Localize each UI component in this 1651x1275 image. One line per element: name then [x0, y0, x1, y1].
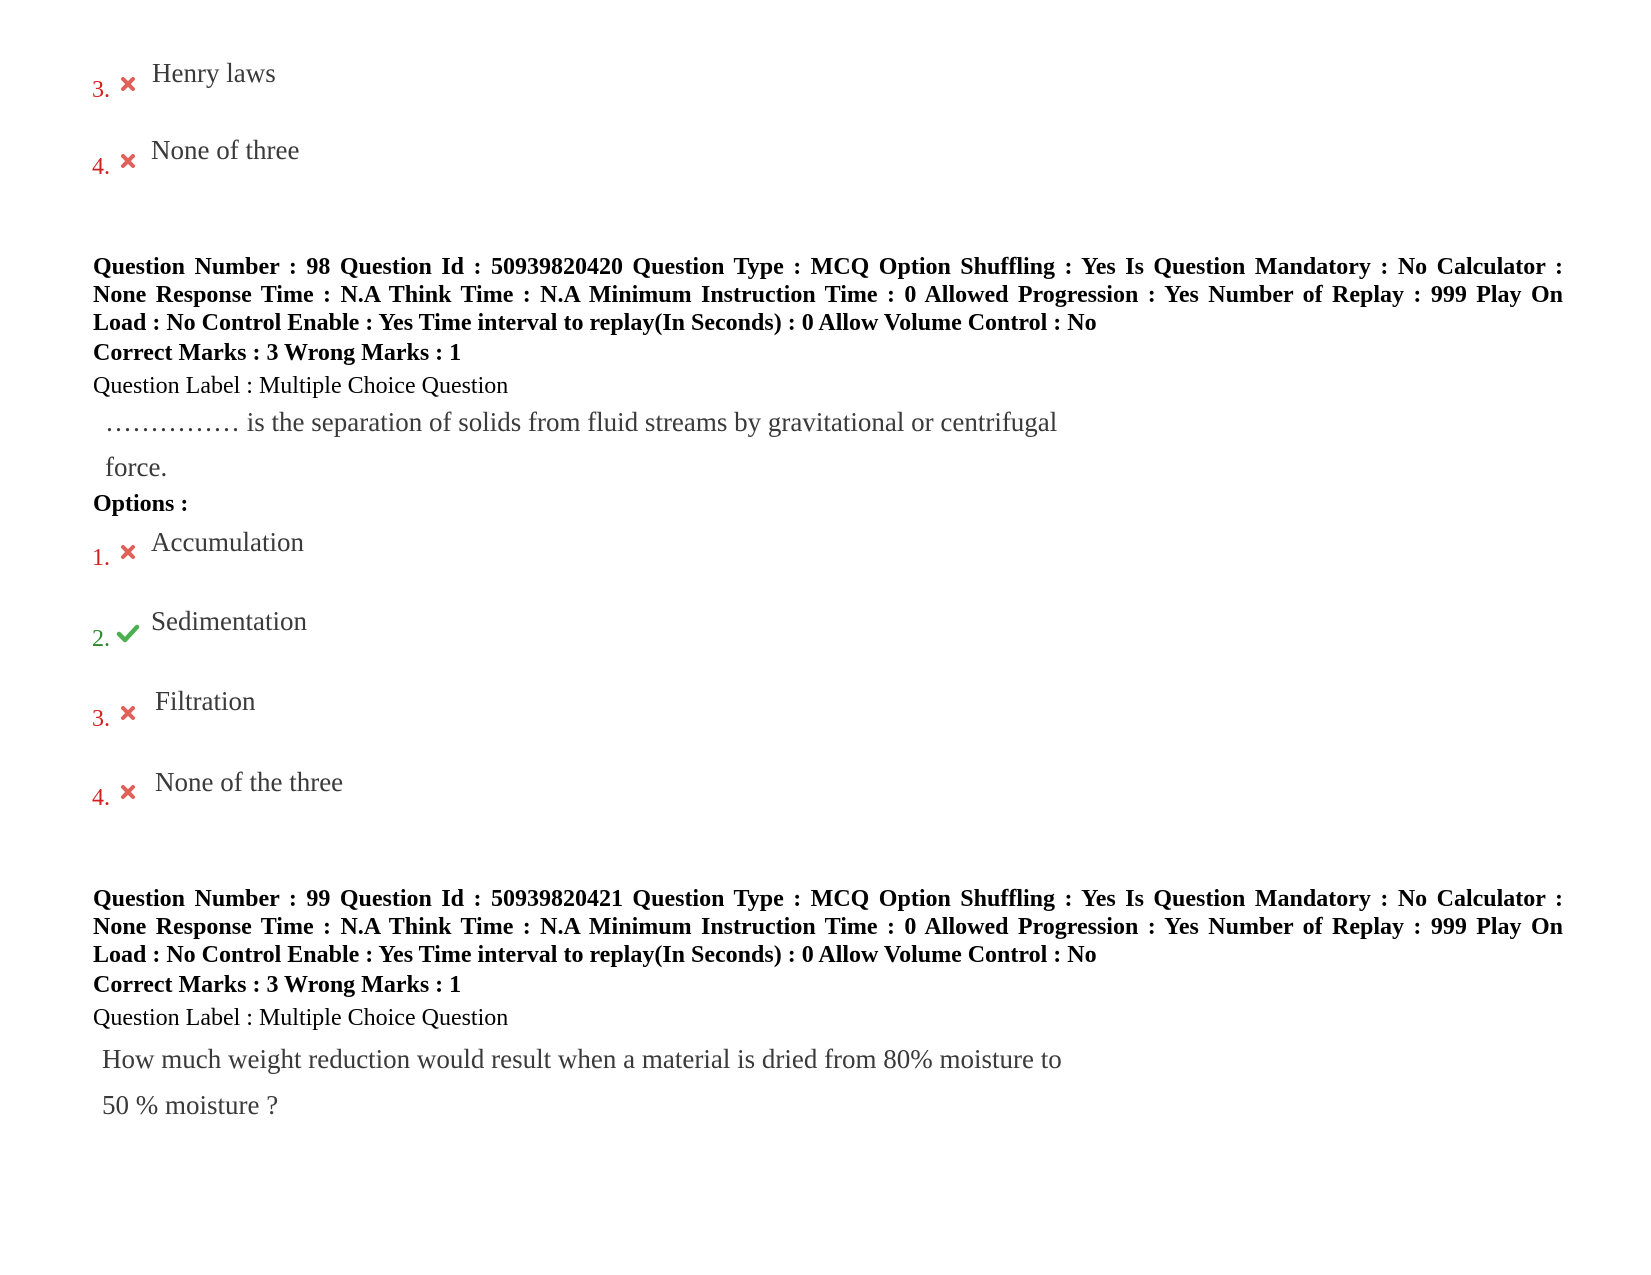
option-text: None of three: [151, 135, 300, 165]
question-text-line-2: force.: [105, 452, 168, 482]
question-meta: Question Number : 98 Question Id : 50939820420 Question Type : MCQ Option Shuffling : Yes Is Question Mandatory : No Calculator : None Response Time : N.A Think Time : N.A Minimum Instruction Time : 0 Allowed Progression : Yes Number of Replay : 999 Play On Load : No Control Enable : Yes Time interval to replay(In Seconds) : 0 Allow Volume Control : No: [93, 254, 1563, 336]
cross-icon: [119, 152, 137, 175]
check-icon: [116, 623, 140, 648]
option-number: 1.: [92, 545, 110, 571]
cross-icon: [119, 783, 137, 806]
question-label: Question Label : Multiple Choice Question: [93, 373, 509, 399]
option-number: 4.: [92, 785, 110, 811]
option-text: Henry laws: [152, 58, 276, 88]
question-label: Question Label : Multiple Choice Question: [93, 1005, 509, 1031]
option-number: 4.: [92, 154, 110, 180]
option-text: Sedimentation: [151, 606, 307, 636]
cross-icon: [119, 704, 137, 727]
question-text-line-1: How much weight reduction would result when a material is dried from 80% moisture to: [102, 1044, 1062, 1074]
marks: Correct Marks : 3 Wrong Marks : 1: [93, 972, 462, 998]
option-number: 3.: [92, 77, 110, 103]
cross-icon: [119, 543, 137, 566]
option-number: 2.: [92, 626, 110, 652]
option-text: Accumulation: [151, 527, 304, 557]
question-meta: Question Number : 99 Question Id : 50939820421 Question Type : MCQ Option Shuffling : Yes Is Question Mandatory : No Calculator : None Response Time : N.A Think Time : N.A Minimum Instruction Time : 0 Allowed Progression : Yes Number of Replay : 999 Play On Load : No Control Enable : Yes Time interval to replay(In Seconds) : 0 Allow Volume Control : No: [93, 886, 1563, 968]
option-number: 3.: [92, 706, 110, 732]
marks: Correct Marks : 3 Wrong Marks : 1: [93, 340, 462, 366]
cross-icon: [119, 75, 137, 98]
question-text-line-1: …………… is the separation of solids from fluid streams by gravitational or centrifugal: [105, 407, 1058, 437]
options-heading: Options :: [93, 491, 189, 517]
option-text: Filtration: [155, 686, 256, 716]
question-text-line-2: 50 % moisture ?: [102, 1090, 279, 1120]
option-text: None of the three: [155, 767, 344, 797]
